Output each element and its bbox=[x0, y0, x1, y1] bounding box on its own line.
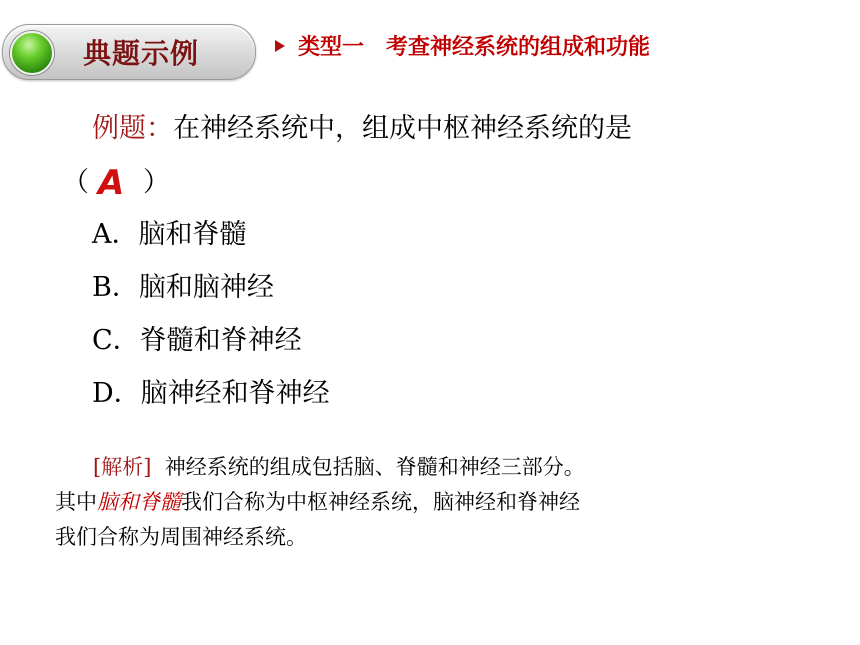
option-c: C．脊髓和脊神经 bbox=[92, 325, 302, 356]
analysis-line-1 bbox=[55, 450, 785, 485]
analysis-text: 我们合称为中枢神经系统，脑神经和脊神经 bbox=[181, 490, 580, 514]
analysis-line-2 bbox=[55, 485, 785, 520]
paren-open: （ bbox=[62, 167, 89, 198]
section-badge bbox=[2, 24, 256, 80]
question-line bbox=[92, 106, 632, 145]
type-title: 类型一 考查神经系统的组成和功能 bbox=[298, 35, 651, 60]
answer-letter: A bbox=[98, 163, 125, 203]
option-text: 脑和脊髓 bbox=[138, 219, 247, 250]
green-dot-icon bbox=[10, 31, 54, 75]
question-text: 在神经系统中，组成中枢神经系统的是 bbox=[173, 113, 632, 144]
triangle-arrow-icon bbox=[275, 40, 285, 52]
option-b: B．脑和脑神经 bbox=[92, 272, 274, 303]
badge-label: 典题示例 bbox=[83, 37, 200, 70]
option-text: 脑神经和脊神经 bbox=[140, 378, 330, 409]
analysis-text: 其中 bbox=[55, 490, 97, 514]
analysis-line-3: 我们合称为周围神经系统。 bbox=[55, 525, 307, 549]
option-letter: A bbox=[92, 219, 112, 250]
paren-close: ） bbox=[143, 167, 170, 198]
option-a: A．脑和脊髓 bbox=[92, 219, 247, 250]
option-text: 脑和脑神经 bbox=[138, 272, 274, 303]
option-letter: D bbox=[92, 378, 114, 409]
analysis-text: 神经系统的组成包括脑、脊髓和神经三部分。 bbox=[164, 455, 585, 479]
question-label: 例题： bbox=[92, 113, 173, 144]
analysis-highlight: 脑和脊髓 bbox=[97, 490, 181, 514]
option-d: D．脑神经和脊神经 bbox=[92, 378, 330, 409]
option-letter: C bbox=[92, 325, 113, 356]
analysis-label: [解析] bbox=[93, 455, 152, 479]
option-letter: B bbox=[92, 272, 112, 303]
analysis-block bbox=[55, 450, 785, 555]
option-text: 脊髓和脊神经 bbox=[139, 325, 302, 356]
